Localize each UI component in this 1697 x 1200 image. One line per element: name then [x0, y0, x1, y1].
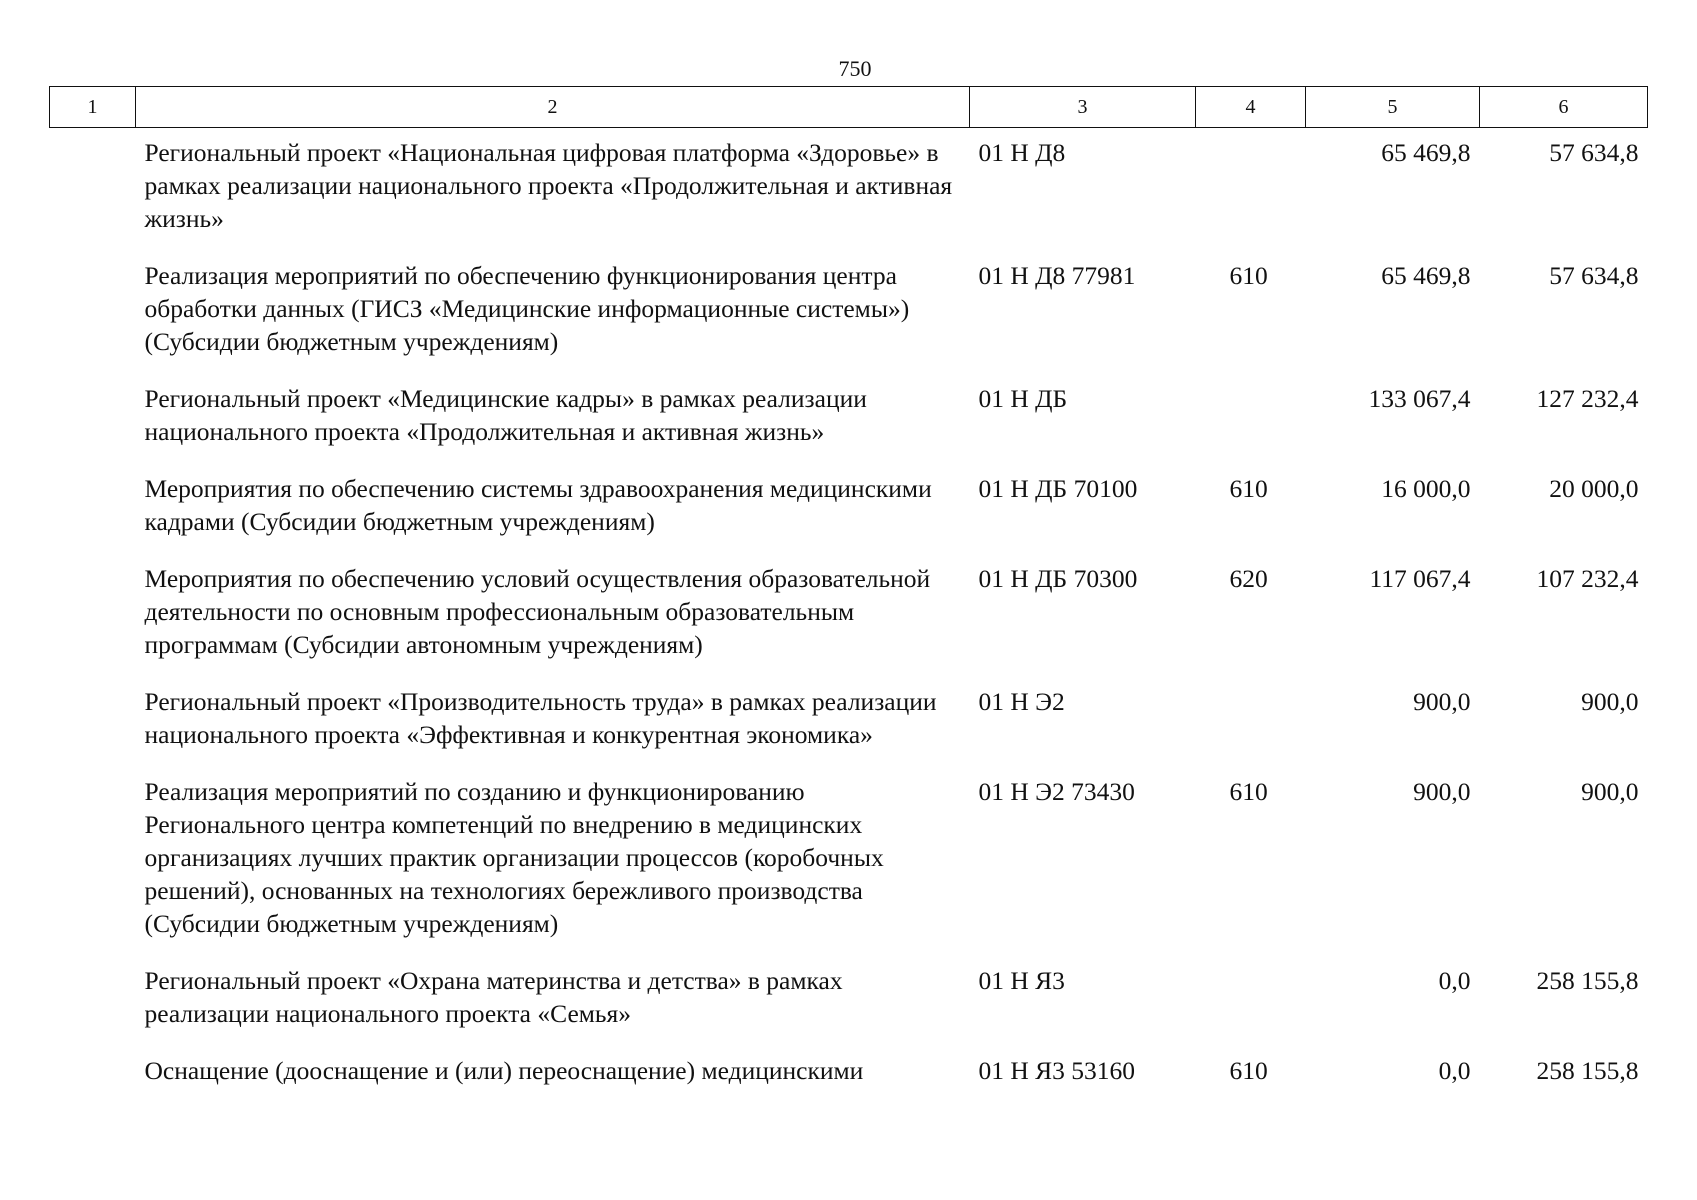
item-name: Региональный проект «Производительность труда» в рамках реализации национального проекта «Эффективная и конкурентная экономика»	[144, 687, 937, 749]
amount-col5: 900,0	[1413, 777, 1471, 806]
expense-type-code: 610	[1229, 777, 1268, 806]
amount-col5: 65 469,8	[1381, 261, 1471, 290]
expense-type-code	[1196, 128, 1306, 252]
expense-type-code: 610	[1229, 261, 1268, 290]
row-number-cell	[50, 767, 136, 956]
item-name: Региональный проект «Медицинские кадры» в рамках реализации национального проекта «Продолжительная и активная жизнь»	[144, 384, 867, 446]
amount-col6: 258 155,8	[1536, 966, 1639, 995]
column-header-6: 6	[1480, 87, 1648, 128]
table-row	[50, 464, 1648, 554]
table-row	[50, 677, 1648, 767]
amount-col6: 900,0	[1581, 687, 1639, 716]
expense-type-code	[1196, 956, 1306, 1046]
budget-code: 01 Н Я3	[978, 966, 1065, 995]
amount-col6: 107 232,4	[1536, 564, 1639, 593]
table-row	[50, 374, 1648, 464]
table-row	[50, 767, 1648, 956]
table-row	[50, 554, 1648, 677]
row-number-cell	[50, 251, 136, 374]
budget-code: 01 Н Э2 73430	[978, 777, 1135, 806]
amount-col6: 127 232,4	[1536, 384, 1639, 413]
page-number: 750	[838, 56, 872, 81]
column-header-2: 2	[136, 87, 970, 128]
row-number-cell	[50, 374, 136, 464]
table-row	[50, 128, 1648, 252]
row-number-cell	[50, 464, 136, 554]
item-name: Региональный проект «Национальная цифровая платформа «Здоровье» в рамках реализации национального проекта «Продолжительная и активная жизнь»	[144, 138, 953, 233]
amount-col5: 117 067,4	[1369, 564, 1471, 593]
amount-col5: 0,0	[1438, 1056, 1471, 1085]
expense-type-code: 620	[1229, 564, 1268, 593]
column-header-5: 5	[1306, 87, 1480, 128]
column-header-4: 4	[1196, 87, 1306, 128]
row-number-cell	[50, 128, 136, 252]
budget-code: 01 Н Я3 53160	[978, 1056, 1136, 1085]
table-row	[50, 1046, 1648, 1103]
item-name: Реализация мероприятий по обеспечению функционирования центра обработки данных (ГИСЗ «Медицинские информационные системы») (Субсидии бюджетным учреждениям)	[144, 261, 910, 356]
budget-code: 01 Н ДБ	[978, 384, 1068, 413]
budget-code: 01 Н ДБ 70300	[978, 564, 1138, 593]
amount-col5: 133 067,4	[1368, 384, 1471, 413]
budget-code: 01 Н Э2	[978, 687, 1065, 716]
expense-type-code	[1196, 374, 1306, 464]
expense-type-code: 610	[1229, 474, 1268, 503]
item-name: Мероприятия по обеспечению системы здравоохранения медицинскими кадрами (Субсидии бюджетным учреждениям)	[144, 474, 932, 536]
amount-col5: 900,0	[1413, 687, 1471, 716]
amount-col6: 57 634,8	[1549, 261, 1639, 290]
row-number-cell	[50, 956, 136, 1046]
item-name: Региональный проект «Охрана материнства и детства» в рамках реализации национального проекта «Семья»	[144, 966, 843, 1028]
amount-col5: 0,0	[1438, 966, 1471, 995]
row-number-cell	[50, 554, 136, 677]
expense-type-code	[1196, 677, 1306, 767]
item-name: Мероприятия по обеспечению условий осуществления образовательной деятельности по основным профессиональным образовательным программам (Субсидии автономным учреждениям)	[144, 564, 931, 659]
budget-code: 01 Н Д8 77981	[978, 261, 1136, 290]
column-header-1: 1	[50, 87, 136, 128]
amount-col5: 16 000,0	[1381, 474, 1471, 503]
amount-col6: 900,0	[1581, 777, 1639, 806]
column-number-header-row	[50, 87, 1648, 128]
table-row	[50, 251, 1648, 374]
budget-code: 01 Н ДБ 70100	[978, 474, 1138, 503]
amount-col5: 65 469,8	[1381, 138, 1471, 167]
item-name: Реализация мероприятий по созданию и функционированию Регионального центра компетенций по внедрению в медицинских организациях лучших практик организации процессов (коробочных решений), основанных на технологиях бережливого производства (Субсидии бюджетным учреждениям)	[144, 777, 884, 938]
amount-col6: 258 155,8	[1536, 1056, 1639, 1085]
budget-code: 01 Н Д8	[978, 138, 1066, 167]
table-row	[50, 956, 1648, 1046]
row-number-cell	[50, 677, 136, 767]
amount-col6: 57 634,8	[1549, 138, 1639, 167]
expense-type-code: 610	[1229, 1056, 1268, 1085]
item-name: Оснащение (дооснащение и (или) переоснащение) медицинскими	[144, 1056, 864, 1085]
amount-col6: 20 000,0	[1549, 474, 1639, 503]
column-header-3: 3	[970, 87, 1196, 128]
budget-table	[49, 86, 1648, 1103]
row-number-cell	[50, 1046, 136, 1103]
